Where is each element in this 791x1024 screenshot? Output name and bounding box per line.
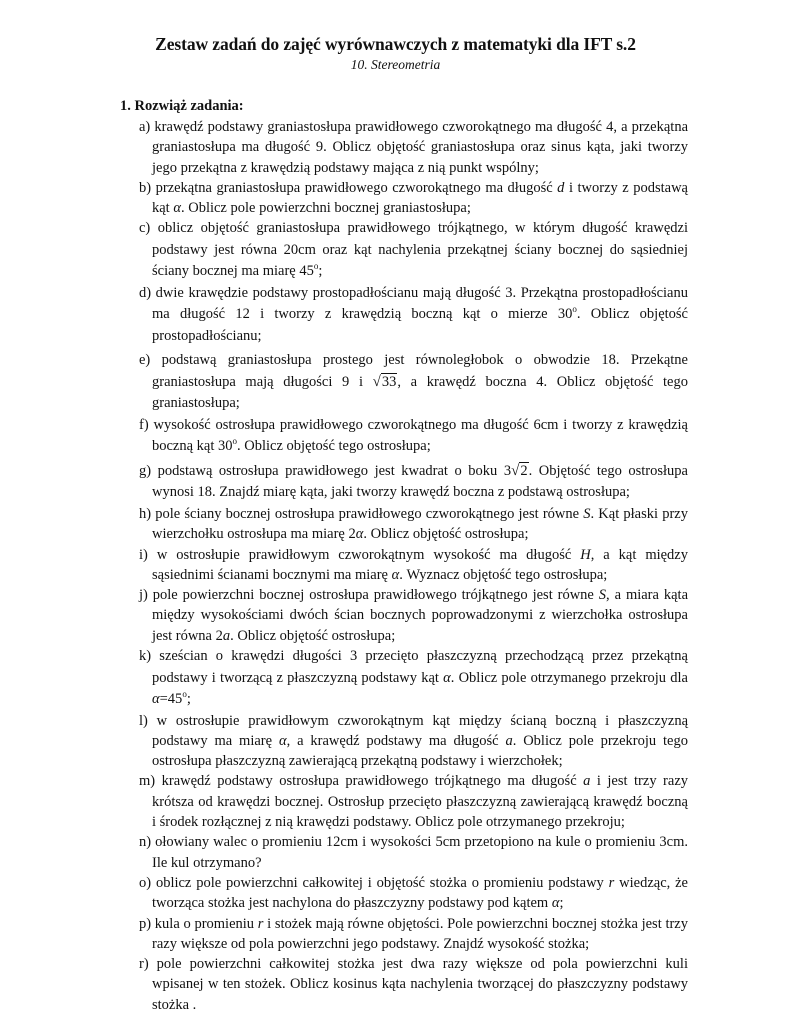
exercise-label: o) <box>139 874 156 891</box>
exercise-text: . Oblicz objętość ostrosłupa; <box>230 627 396 644</box>
math-variable: α <box>355 526 364 543</box>
math-variable: α <box>443 669 451 686</box>
radical-sign-icon: √ <box>372 373 381 390</box>
exercise-text: . Wyznacz objętość tego ostrosłupa; <box>399 566 608 583</box>
radical-sign-icon: √ <box>511 462 520 479</box>
exercise-text: pole powierzchni bocznej ostrosłupa prawidłowego trójkątnego jest równe <box>152 587 599 604</box>
exercise-text: sześcian o krawędzi długości 3 przecięto płaszczyzną przechodzącą przez przekątną podstawy i tworzącą z płaszczyzną podstawy kąt <box>152 648 692 686</box>
exercise-item-h <box>128 504 692 545</box>
degree-superscript: o <box>572 304 577 315</box>
exercise-text: i stożek mają równe objętości. Pole powierzchni bocznej stożka jest trzy razy większe od pola powierzchni jego podstawy. Znajdź wysokość stożka; <box>152 915 692 952</box>
page-subtitle: 10. Stereometria <box>350 57 441 72</box>
exercise-item-f <box>128 415 692 458</box>
exercise-label: b) <box>139 179 156 196</box>
exercise-item-g <box>128 461 692 504</box>
section-heading: 1. Rozwiąż zadania: <box>120 98 244 114</box>
exercise-text: wiedząc, że tworząca stożka jest nachylona do płaszczyzny podstawy pod kątem <box>152 874 692 912</box>
exercise-text: krawędź podstawy ostrosłupa prawidłowego trójkątnego ma długość <box>161 773 584 790</box>
exercise-text: , a miara kąta między wysokościami dwóch ścian bocznych poprowadzonymi z wierzchołka ostrosłupa jest równa 2 <box>152 587 692 644</box>
exercise-text: . Oblicz pole powierzchni bocznej graniastosłupa; <box>180 200 471 217</box>
math-variable: α <box>551 895 560 912</box>
exercise-label: i) <box>139 546 157 563</box>
exercise-text: podstawą graniastosłupa prostego jest równoległobok o obwodzie 18. Przekątne graniastosłupa mają długości 9 i <box>152 352 692 390</box>
exercise-text: przekątna graniastosłupa prawidłowego czworokątnego ma długość <box>155 179 558 196</box>
exercise-text: . Oblicz pole otrzymanego przekroju dla <box>450 669 692 686</box>
exercise-label: c) <box>139 220 158 237</box>
exercise-text: ; <box>318 263 323 280</box>
exercise-label: n) <box>139 834 156 851</box>
exercise-text: i jest trzy razy krótsza od krawędzi bocznej. Ostrosłup przecięto płaszczyzną zawierającą krawędź boczną i środek rozłącznej z nią krawędzi podstawy. Oblicz pole otrzymanego przekroju; <box>152 773 692 831</box>
exercise-text: . Oblicz objętość ostrosłupa; <box>363 526 529 543</box>
degree-superscript: o <box>232 436 238 447</box>
exercise-text: wysokość ostrosłupa prawidłowego czworokątnego ma długość 6cm i tworzy z krawędzią boczną kąt 30 <box>152 416 692 455</box>
square-root <box>373 373 398 390</box>
exercise-text: i tworzy z podstawą kąt <box>152 179 692 217</box>
exercise-text: w ostrosłupie prawidłowym czworokątnym kąt między ścianą boczną i płaszczyzną podstawy ma miarę <box>152 712 692 749</box>
exercise-text: pole powierzchni całkowitej stożka jest dwa razy większe od pola powierzchni kuli wpisanej w ten stożek. Oblicz kosinus kąta nachylenia tworzącej do płaszczyzny podstawy stożka . <box>152 956 692 1013</box>
exercise-item-e <box>128 350 692 415</box>
exercise-item-k <box>128 646 692 711</box>
exercise-item-b <box>128 178 692 219</box>
exercise-label: l) <box>139 712 157 729</box>
exercise-label: e) <box>139 352 162 369</box>
math-variable: H <box>580 546 591 563</box>
math-variable: S <box>598 587 607 604</box>
exercise-item-a <box>128 117 692 178</box>
exercise-text: ; <box>186 691 191 708</box>
exercise-text: podstawą ostrosłupa prawidłowego jest kwadrat o boku 3 <box>157 462 512 479</box>
exercise-item-o <box>128 873 692 914</box>
math-variable: α <box>152 691 160 708</box>
exercise-item-c <box>128 218 692 283</box>
exercise-text: . Objętość tego ostrosłupa wynosi 18. Znajdź miarę kąta, jaki tworzy krawędź boczna z podstawą ostrosłupa; <box>152 462 692 501</box>
exercise-text: . Oblicz pole przekroju tego ostrosłupa płaszczyzną zawierającą przekątną podstawy i wierzchołek; <box>152 732 692 770</box>
exercise-item-m <box>128 771 692 832</box>
exercise-text: , a kąt między sąsiednimi ścianami bocznymi ma miarę <box>152 546 692 583</box>
degree-superscript: o <box>182 689 187 700</box>
exercise-text: ołowiany walec o promieniu 12cm i wysokości 5cm przetopiono na kule o promieniu 3cm. Ile kul otrzymano? <box>152 834 692 871</box>
exercise-text: oblicz objętość graniastosłupa prawidłowego trójkątnego, w którym długość krawędzi podstawy jest równa 20cm oraz kąt nachylenia przekątnej ściany bocznej do sąsiedniej ściany bocznej ma miarę 45 <box>152 220 692 280</box>
exercise-text: =45 <box>159 691 183 708</box>
math-variable: a <box>583 773 591 790</box>
math-variable: S <box>583 505 591 522</box>
exercise-item-n <box>128 832 692 873</box>
radicand: 33 <box>381 373 397 390</box>
exercise-label: k) <box>139 648 160 665</box>
exercise-item-d <box>128 283 692 348</box>
math-variable: r <box>257 915 264 932</box>
exercise-item-p <box>128 914 692 955</box>
exercise-item-l <box>128 711 692 772</box>
exercise-text: dwie krawędzie podstawy prostopadłościanu mają długość 3. Przekątna prostopadłościanu ma długość 12 i tworzy z krawędzią boczną kąt o mierze 30 <box>152 284 692 323</box>
exercise-label: p) <box>139 915 155 932</box>
degree-superscript: o <box>313 261 319 272</box>
math-variable: α <box>278 732 287 749</box>
math-variable: a <box>222 627 231 644</box>
exercise-text: , a krawędź boczna 4. Oblicz objętość tego graniastosłupa; <box>152 373 692 412</box>
math-variable: r <box>608 874 615 891</box>
exercise-label: h) <box>139 505 156 522</box>
exercise-label: m) <box>139 773 162 790</box>
exercise-item-i <box>128 545 692 586</box>
exercise-text: ; <box>559 895 564 912</box>
page-title: Zestaw zadań do zajęć wyrównawczych z matematyki dla IFT s.2 <box>155 34 636 54</box>
exercise-text: oblicz pole powierzchni całkowitej i objętość stożka o promieniu podstawy <box>155 874 609 891</box>
exercise-text: w ostrosłupie prawidłowym czworokątnym wysokość ma długość <box>156 546 581 563</box>
exercise-label: r) <box>139 956 157 973</box>
math-variable: α <box>173 200 181 217</box>
radicand: 2 <box>520 462 528 479</box>
exercise-text: kula o promieniu <box>154 915 258 932</box>
exercise-text: krawędź podstawy graniastosłupa prawidłowego czworokątnego ma długość 4, a przekątna graniastosłupa ma długość 9. Oblicz objętość graniastosłupa oraz sinus kąta, jaki tworzy jego przekątna z krawędzią podstawy mająca z nią punkt wspólny; <box>152 119 692 176</box>
exercise-text: . Kąt płaski przy wierzchołku ostrosłupa ma miarę 2 <box>152 505 692 543</box>
exercise-label: g) <box>139 462 158 479</box>
math-variable: a <box>505 732 513 749</box>
exercise-label: f) <box>139 416 154 433</box>
exercise-label: a) <box>139 119 155 135</box>
exercise-label: j) <box>139 587 153 604</box>
exercise-text: , a krawędź podstawy ma długość <box>286 732 506 749</box>
exercise-item-r <box>128 954 692 1015</box>
exercise-text: pole ściany bocznej ostrosłupa prawidłowego czworokątnego jest równe <box>155 505 584 522</box>
exercise-text: . Oblicz objętość prostopadłościanu; <box>152 306 692 344</box>
exercise-label: d) <box>139 284 156 301</box>
exercise-item-j <box>128 585 692 646</box>
exercise-text: . Oblicz objętość tego ostrosłupa; <box>237 438 431 455</box>
square-root <box>511 462 528 479</box>
math-variable: α <box>391 566 400 583</box>
math-variable: d <box>557 179 565 196</box>
exercise-list <box>128 117 692 1015</box>
